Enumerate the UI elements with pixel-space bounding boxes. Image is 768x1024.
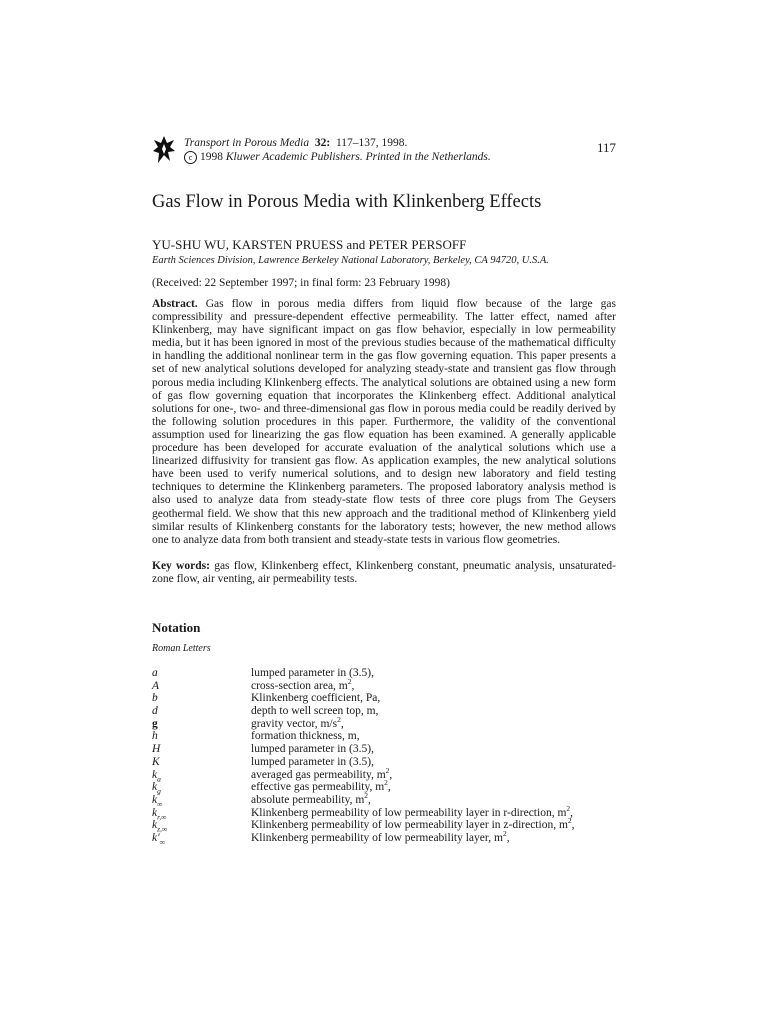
notation-symbol: g xyxy=(152,717,158,730)
copyright-icon: c xyxy=(184,151,197,164)
keywords xyxy=(152,560,616,587)
publisher-logo-icon xyxy=(152,135,176,165)
notation-symbol: b xyxy=(152,692,158,705)
notation-description: Klinkenberg permeability of low permeability layer, $m^2$, xyxy=(251,829,510,844)
notation-description: cross-section area, $m^2$, xyxy=(251,676,355,692)
notation-description: Klinkenberg permeability of low permeability layer in r-direction, $m^2$, xyxy=(251,803,574,819)
notation-description: Klinkenberg permeability of low permeability layer in z-direction, $m^2$, xyxy=(251,816,575,832)
journal-name: Transport in Porous Media xyxy=(184,137,310,149)
notation-symbol: $k_{z,\infty}$ xyxy=(152,819,168,834)
notation-row xyxy=(152,791,622,809)
notation-symbol: $k_g$ xyxy=(152,781,161,796)
journal-pages-year: 117–137, 1998. xyxy=(335,137,408,149)
notation-symbol: $k_{r,\infty}$ xyxy=(152,806,167,821)
notation-row xyxy=(152,714,622,731)
authors: YU-SHU WU, KARSTEN PRUESS and PETER PERSOFF xyxy=(152,237,467,252)
copyright-year: 1998 xyxy=(200,151,223,163)
journal-citation xyxy=(184,136,407,150)
notation-symbol: A xyxy=(152,679,160,692)
notation-description: formation thickness, m, xyxy=(251,730,360,743)
notation-row xyxy=(152,829,622,847)
notation-symbol: h xyxy=(152,730,158,743)
notation-row xyxy=(152,816,622,834)
notation-row xyxy=(152,667,622,680)
notation-description: averaged gas permeability, $m^2$, xyxy=(251,765,393,781)
notation-row xyxy=(152,692,622,705)
notation-symbol: $k_\infty$ xyxy=(152,793,163,809)
notation-row xyxy=(152,743,622,756)
notation-symbol: H xyxy=(152,743,161,756)
notation-description: lumped parameter in (3.5), xyxy=(251,755,374,768)
notation-description: lumped parameter in (3.5), xyxy=(251,743,374,756)
notation-row xyxy=(152,705,622,718)
notation-symbol: a xyxy=(152,667,158,679)
notation-heading: Notation xyxy=(152,620,201,635)
notation-symbol: $k_a$ xyxy=(152,768,161,783)
notation-row xyxy=(152,778,622,796)
notation-symbol: K xyxy=(152,755,160,768)
notation-description: absolute permeability, $m^2$, xyxy=(251,791,371,806)
notation-list xyxy=(152,667,622,845)
publisher-name: Kluwer Academic Publishers. Printed in the Netherlands. xyxy=(225,151,491,163)
abstract xyxy=(152,298,616,547)
notation-subheading: Roman Letters xyxy=(152,643,211,654)
notation-symbol: d xyxy=(152,705,158,718)
keywords-label: Key words: xyxy=(152,560,210,572)
paper-title: Gas Flow in Porous Media with Klinkenberg Effects xyxy=(152,192,542,212)
abstract-label: Abstract. xyxy=(152,298,198,310)
abstract-text: Gas flow in porous media differs from liquid flow because of the large gas compressibility and pressure-dependent effective permeability. The latter effect, named after Klinkenberg, may have significant impact on gas flow behavior, especially in low permeability media, but it has been ignored in most of the previous studies because of the mathematical difficulty in handling the additional nonlinear term in the gas flow governing equation. This paper presents a set of new analytical solutions developed for analyzing steady-state and transient gas flow through porous media including Klinkenberg effects. The analytical solutions are obtained using a new form of gas flow governing equation that incorporates the Klinkenberg effect. Additional analytical solutions for one-, two- and three-dimensional gas flow in porous media could be readily derived by the following solution procedures in this paper. Furthermore, the validity of the conventional assumption used for linearizing the gas flow equation has been examined. A generally applicable procedure has been developed for accurate evaluation of the analytical solutions which use a linearized diffusivity for transient gas flow. As application examples, the new analytical solutions have been used to verify numerical solutions, and to design new laboratory and field testing techniques to determine the Klinkenberg parameters. The proposed laboratory analysis method is also used to analyze data from steady-state flow tests of three core plugs from The Geysers geothermal field. We show that this new approach and the traditional method of Klinkenberg yield similar results of Klinkenberg constants for the laboratory tests; however, the new method allows one to analyze data from both transient and steady-state tests in various flow geometries. xyxy=(152,298,617,546)
received-dates: (Received: 22 September 1997; in final form: 23 February 1998) xyxy=(152,277,450,289)
copyright-line xyxy=(184,150,491,164)
journal-volume: 32: xyxy=(314,137,331,149)
notation-row xyxy=(152,676,622,693)
notation-description: lumped parameter in (3.5), xyxy=(251,667,374,679)
notation-description: Klinkenberg coefficient, Pa, xyxy=(251,692,381,705)
page-number: 117 xyxy=(596,140,616,155)
notation-description: gravity vector, $m/s^2$, xyxy=(251,714,344,730)
affiliation: Earth Sciences Division, Lawrence Berkeley National Laboratory, Berkeley, CA 94720, U.S.A. xyxy=(152,255,549,266)
notation-row xyxy=(152,730,622,743)
notation-description: effective gas permeability, $m^2$, xyxy=(251,778,391,794)
notation-description: depth to well screen top, m, xyxy=(251,705,379,718)
keywords-text: gas flow, Klinkenberg effect, Klinkenberg constant, pneumatic analysis, unsaturated-zone flow, air venting, air permeability tests. xyxy=(152,560,617,586)
notation-row xyxy=(152,803,622,821)
notation-symbol: $k'_\infty$ xyxy=(152,831,165,847)
